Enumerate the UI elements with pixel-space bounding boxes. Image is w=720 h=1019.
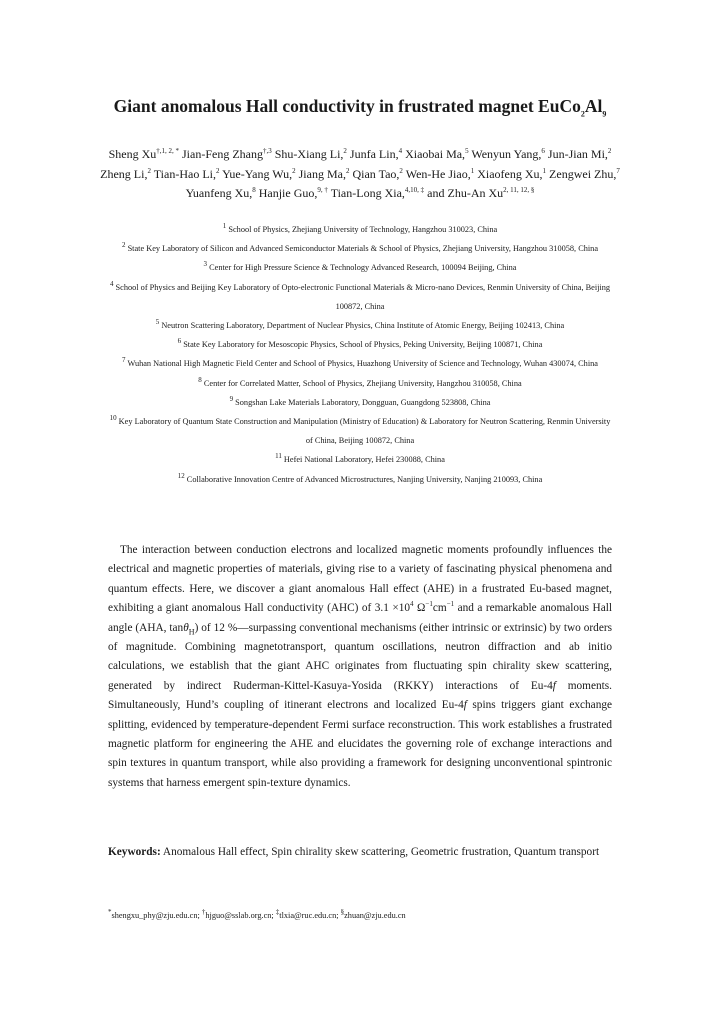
author-affiliation-marker: †,3 bbox=[263, 147, 272, 155]
affiliation-number: 6 bbox=[177, 337, 182, 346]
abstract-part-7: spins triggers giant exchange splitting, evidenced by temperature-dependent Fermi surface reconstruction. This work establishes a frustrated magnetic platform for engineering the AHE and elucidates the governing role of exchange interactions and spin textures in quantum transport, while also providing a framework for designing unconventional spintronic systems that harness emergent spin-texture dynamics. bbox=[108, 699, 613, 789]
abstract-theta: θ bbox=[183, 621, 189, 634]
affiliation-item bbox=[108, 278, 612, 316]
abstract bbox=[108, 541, 612, 793]
author-affiliation-marker: 7 bbox=[616, 166, 620, 175]
keywords-label: Keywords: bbox=[108, 846, 161, 858]
author-affiliation-marker: 2 bbox=[292, 166, 296, 175]
title-subscript-co: 2 bbox=[580, 109, 585, 119]
author-list bbox=[100, 145, 620, 204]
affiliation-text: School of Physics and Beijing Key Laboratory of Opto-electronic Functional Materials & Micro-nano Devices, Renmin University of China, Beijing 100872, China bbox=[115, 282, 611, 311]
footnote-marker: * bbox=[108, 908, 112, 917]
affiliation-text: Songshan Lake Materials Laboratory, Dongguan, Guangdong 523808, China bbox=[235, 397, 491, 407]
author-name: and Zhu-An Xu bbox=[427, 186, 504, 200]
keywords bbox=[108, 838, 612, 866]
author-affiliation-marker: 9, † bbox=[317, 186, 328, 194]
affiliation-text: Wuhan National High Magnetic Field Center and School of Physics, Huazhong University of Science and Technology, Wuhan 430074, China bbox=[127, 359, 598, 369]
author-name: Wen-He Jiao, bbox=[405, 166, 471, 181]
affiliation-text: Center for Correlated Matter, School of Physics, Zhejiang University, Hangzhou 310058, China bbox=[203, 378, 522, 388]
abstract-f-1: f bbox=[552, 679, 556, 692]
author-name: Yuanfeng Xu, bbox=[185, 186, 253, 200]
corresponding-emails bbox=[108, 910, 612, 922]
author-affiliation-marker: 2 bbox=[345, 166, 350, 175]
affiliation-text: State Key Laboratory of Silicon and Advanced Semiconductor Materials & School of Physics, Zhejiang University, Hangzhou 310058, China bbox=[127, 244, 599, 254]
author-affiliation-marker: 1 bbox=[470, 166, 475, 175]
author-name: Wenyun Yang, bbox=[471, 147, 542, 161]
author-name: Tian-Long Xia, bbox=[330, 186, 405, 200]
affiliation-text: Center for High Pressure Science & Technology Advanced Research, 100094 Beijing, China bbox=[209, 263, 517, 273]
author-affiliation-marker: 1 bbox=[542, 166, 547, 175]
author-name: Jian-Feng Zhang bbox=[182, 147, 263, 161]
affiliation-item bbox=[108, 258, 612, 277]
author-affiliation-marker: 4 bbox=[398, 147, 403, 155]
affiliation-number: 7 bbox=[122, 356, 126, 365]
affiliation-number: 9 bbox=[229, 395, 234, 404]
affiliation-text: Collaborative Innovation Centre of Advanced Microstructures, Nanjing University, Nanjing 210093, China bbox=[186, 474, 543, 484]
footnote-email: zhuan@zju.edu.cn bbox=[344, 911, 406, 920]
abstract-exp-2: −1 bbox=[425, 600, 433, 609]
author-affiliation-marker: 2 bbox=[607, 147, 612, 155]
abstract-part-3: cm bbox=[432, 602, 447, 615]
author-name: Zengwei Zhu, bbox=[549, 166, 617, 181]
footnote-email: shengxu_phy@zju.edu.cn; bbox=[111, 911, 202, 920]
paper-title bbox=[60, 95, 660, 117]
footnote-marker: † bbox=[201, 908, 206, 917]
title-text-al: Al bbox=[584, 96, 603, 116]
affiliation-number: 12 bbox=[177, 471, 185, 480]
affiliation-item bbox=[108, 412, 612, 450]
footnote-marker: § bbox=[340, 908, 345, 917]
affiliation-list bbox=[108, 220, 612, 489]
author-affiliation-marker: 4,10, ‡ bbox=[404, 186, 425, 194]
affiliation-number: 10 bbox=[109, 414, 117, 423]
affiliation-item bbox=[108, 374, 612, 393]
affiliation-text: State Key Laboratory for Mesoscopic Physics, School of Physics, Peking University, Beijing 100871, China bbox=[183, 340, 543, 350]
abstract-part-4: and a remarkable anomalous Hall angle (AHA, tan bbox=[108, 602, 612, 634]
affiliation-number: 11 bbox=[275, 452, 282, 461]
footnote-email: tlxia@ruc.edu.cn; bbox=[279, 911, 341, 920]
affiliation-item bbox=[108, 470, 612, 489]
affiliation-item bbox=[108, 450, 612, 469]
abstract-exp-3: −1 bbox=[446, 600, 455, 609]
footnote-email: hjguo@sslab.org.cn; bbox=[205, 911, 276, 920]
author-affiliation-marker: 5 bbox=[465, 147, 469, 155]
title-subscript-al: 9 bbox=[602, 109, 607, 119]
author-name: Hanjie Guo, bbox=[258, 186, 318, 200]
author-name: Shu-Xiang Li, bbox=[274, 147, 344, 161]
author-name: Sheng Xu bbox=[108, 147, 157, 161]
affiliation-text: Hefei National Laboratory, Hefei 230088, China bbox=[283, 455, 445, 465]
abstract-exp-1: 4 bbox=[410, 600, 414, 609]
author-affiliation-marker: 2, 11, 12, § bbox=[503, 186, 535, 194]
author-name: Yue-Yang Wu, bbox=[222, 166, 293, 181]
author-name: Jiang Ma, bbox=[298, 166, 346, 181]
affiliation-number: 4 bbox=[109, 279, 114, 288]
keywords-text: Anomalous Hall effect, Spin chirality skew scattering, Geometric frustration, Quantum transport bbox=[160, 846, 600, 858]
affiliation-item bbox=[108, 316, 612, 335]
affiliation-text: Neutron Scattering Laboratory, Department of Nuclear Physics, China Institute of Atomic Energy, Beijing 102413, China bbox=[161, 321, 565, 331]
abstract-part-5: ) of 12 %—surpassing conventional mechanisms (either intrinsic or extrinsic) by two orders of magnitude. Combining magnetotransport, quantum oscillations, neutron diffraction and ab initio calculations, we establish that the giant AHC originates from fluctuating spin chirality skew scattering, generated by indirect Ruderman-Kittel-Kasuya-Yosida (RKKY) interactions of Eu-4 bbox=[108, 621, 612, 692]
affiliation-number: 5 bbox=[155, 318, 160, 327]
affiliation-item bbox=[108, 239, 612, 258]
author-name: Xiaofeng Xu, bbox=[477, 166, 543, 181]
affiliation-text: School of Physics, Zhejiang University of Technology, Hangzhou 310023, China bbox=[228, 225, 498, 234]
author-name: Junfa Lin, bbox=[349, 147, 399, 161]
abstract-part-6: moments. Simultaneously, Hund’s coupling of itinerant electrons and localized Eu-4 bbox=[108, 679, 612, 712]
author-name: Tian-Hao Li, bbox=[153, 166, 216, 181]
affiliation-number: 2 bbox=[121, 241, 126, 250]
abstract-f-2: f bbox=[463, 699, 467, 712]
author-affiliation-marker: 2 bbox=[216, 166, 220, 175]
abstract-part-1: The interaction between conduction electrons and localized magnetic moments profoundly influences the electrical and magnetic properties of materials, giving rise to a variety of fascinating physical phenomena and quantum effects. Here, we discover a giant anomalous Hall effect (AHE) in a frustrated Eu-based magnet, exhibiting a giant anomalous Hall conductivity (AHC) of 3.1 ×10 bbox=[108, 544, 612, 615]
author-affiliation-marker: 2 bbox=[343, 147, 347, 155]
affiliation-number: 8 bbox=[198, 375, 202, 384]
footnote-marker: ‡ bbox=[275, 908, 280, 917]
author-affiliation-marker: 8 bbox=[252, 186, 256, 194]
title-text: Giant anomalous Hall conductivity in frustrated magnet EuCo bbox=[113, 96, 581, 116]
affiliation-text: Key Laboratory of Quantum State Construction and Manipulation (Ministry of Education) & Laboratory for Neutron Scattering, Renmin University of China, Beijing 100872, China bbox=[118, 417, 611, 446]
affiliation-item bbox=[108, 393, 612, 412]
author-name: Qian Tao, bbox=[352, 166, 400, 181]
affiliation-item bbox=[108, 220, 612, 239]
affiliation-item bbox=[108, 335, 612, 354]
author-name: Xiaobai Ma, bbox=[405, 147, 466, 161]
author-affiliation-marker: †,1, 2, * bbox=[156, 147, 180, 155]
author-name: Jun-Jian Mi, bbox=[547, 147, 608, 161]
author-affiliation-marker: 2 bbox=[399, 166, 403, 175]
abstract-theta-sub: H bbox=[188, 626, 195, 636]
affiliation-number: 3 bbox=[203, 260, 208, 269]
affiliation-item bbox=[108, 354, 612, 373]
author-affiliation-marker: 2 bbox=[147, 166, 151, 175]
abstract-part-2: Ω bbox=[413, 602, 426, 615]
affiliation-number: 1 bbox=[222, 222, 227, 231]
author-name: Zheng Li, bbox=[100, 166, 148, 181]
author-affiliation-marker: 6 bbox=[541, 147, 545, 155]
